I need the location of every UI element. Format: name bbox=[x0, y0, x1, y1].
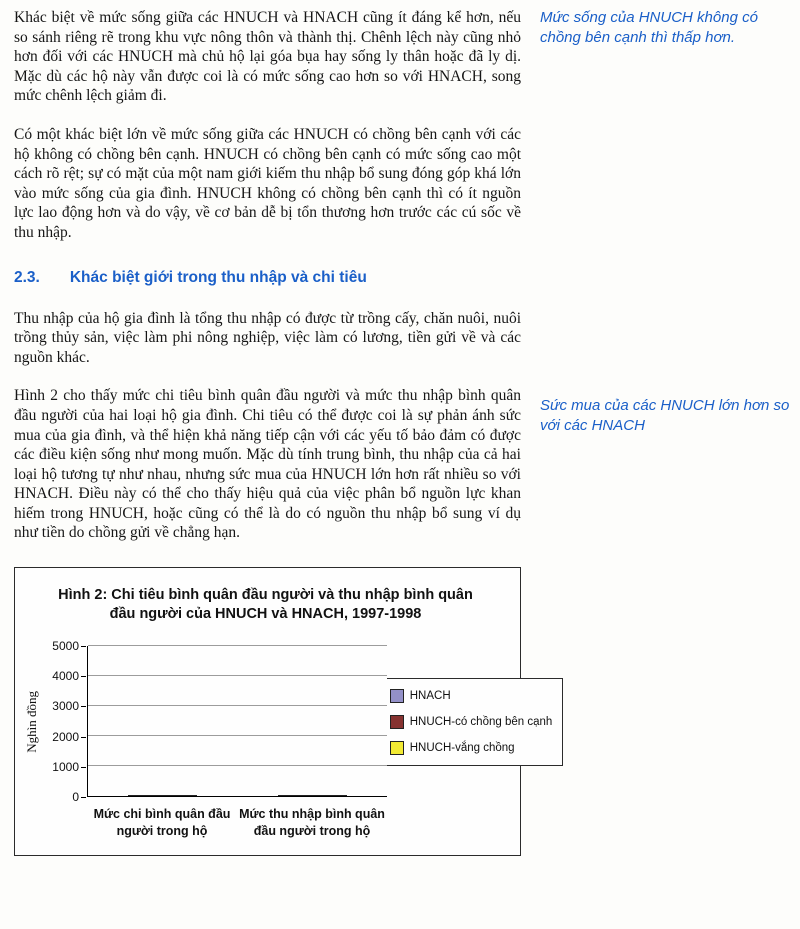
y-tick-5000: 5000 bbox=[52, 639, 79, 654]
figure-2-bar-chart bbox=[14, 567, 553, 856]
y-axis-ticks bbox=[41, 639, 87, 805]
legend-swatch bbox=[390, 741, 404, 755]
section-title: Khác biệt giới trong thu nhập và chi tiêu bbox=[69, 268, 367, 286]
y-tick-3000: 3000 bbox=[52, 699, 79, 714]
legend-item bbox=[390, 741, 553, 755]
y-tick-0: 0 bbox=[72, 790, 79, 805]
gridline-2000 bbox=[88, 735, 387, 736]
margin-note-purchasing-power: Sức mua của các HNUCH lớn hơn so với các HNACH bbox=[540, 397, 790, 434]
bar-group-2 bbox=[278, 795, 347, 796]
chart-legend bbox=[379, 678, 564, 766]
gridline-3000 bbox=[88, 705, 387, 706]
y-tick-2000: 2000 bbox=[52, 729, 79, 744]
bar-HNUCH-vắng chồng bbox=[174, 795, 197, 796]
section-heading bbox=[14, 269, 521, 287]
gridline-4000 bbox=[88, 675, 387, 676]
bar-HNUCH-vắng chồng bbox=[324, 795, 347, 796]
legend-item bbox=[390, 715, 553, 729]
paragraph-income-definition: Thu nhập của hộ gia đình là tổng thu nhập có được từ trồng cấy, chăn nuôi, nuôi trồng thủy sản, việc làm phi nông nghiệp, việc làm có lương, tiền gửi về và các nguồn khác. bbox=[14, 309, 521, 366]
x-category-label-1: Mức chi bình quân đầu người trong hộ bbox=[93, 807, 231, 838]
bar-HNUCH-có chồng bên cạnh bbox=[151, 795, 174, 796]
paragraph-husband-presence: Có một khác biệt lớn về mức sống giữa các HNUCH có chồng bên cạnh với các hộ không có chồng bên cạnh. HNUCH có chồng bên cạnh có mức sống cao một cách rõ rệt; sự có mặt của một nam giới kiếm thu nhập bổ sung đóng góp khá lớn vào mức sống của gia đình. HNUCH không có chồng bên cạnh thì có ít nguồn lực lao động hơn và do vậy, về cơ bản dễ bị tổn thương hơn trước các cú sốc về thu nhập. bbox=[14, 125, 521, 241]
x-category-label-2: Mức thu nhập bình quân đầu người trong hộ bbox=[239, 807, 385, 838]
bar-HNUCH-có chồng bên cạnh bbox=[301, 795, 324, 796]
plot-area bbox=[87, 646, 387, 797]
margin-note-living-standard: Mức sống của HNUCH không có chồng bên cạnh thì thấp hơn. bbox=[540, 9, 758, 46]
bar-HNACH bbox=[128, 795, 151, 796]
legend-swatch bbox=[390, 715, 404, 729]
legend-swatch bbox=[390, 689, 404, 703]
legend-label: HNACH bbox=[409, 689, 451, 702]
gridline-5000 bbox=[88, 645, 387, 646]
chart-title: Hình 2: Chi tiêu bình quân đầu người và thu nhập bình quân đầu người của HNUCH và HNACH, 1997-1998 bbox=[58, 587, 473, 623]
legend-label: HNUCH-có chồng bên cạnh bbox=[409, 715, 553, 728]
paragraph-living-standards-gap: Khác biệt về mức sống giữa các HNUCH và HNACH cũng ít đáng kể hơn, nếu so sánh riêng rẽ trong khu vực nông thôn và thành thị. Chênh lệch này cũng nhỏ hơn đối với các HNUCH mà chủ hộ lại góa bụa hay sống ly thân hoặc đã ly dị. Mặc dù các hộ này vẫn được coi là có mức sống cao hơn so với HNACH, song mức chênh lệch giảm đi. bbox=[14, 9, 521, 105]
bar-group-1 bbox=[128, 795, 197, 796]
bar-HNACH bbox=[278, 795, 301, 796]
paragraph-figure2-discussion: Hình 2 cho thấy mức chi tiêu bình quân đầu người và mức thu nhập bình quân đầu người của hai loại hộ gia đình. Chi tiêu có thể được coi là sự phản ánh sức mua của gia đình, và thể hiện khả năng tiếp cận với các yếu tố bảo đảm có được các điều kiện sống như mong muốn. Mặc dù tính trung bình, thu nhập của cả hai loại hộ tương tự như nhau, nhưng sức mua của HNUCH lớn hơn rất nhiều so với HNACH. Điều này có thể cho thấy hiệu quả của việc phân bổ nguồn lực khan hiếm trong HNUCH, hoặc cũng có thể là do có nguồn thu nhập bổ sung ví dụ như tiền do chồng gửi về chẳng hạn. bbox=[14, 387, 521, 542]
legend-label: HNUCH-vắng chồng bbox=[409, 741, 515, 754]
x-axis-labels bbox=[87, 806, 387, 839]
y-tick-4000: 4000 bbox=[52, 669, 79, 684]
y-tick-1000: 1000 bbox=[52, 759, 79, 774]
main-text-column bbox=[14, 8, 553, 856]
chart-area bbox=[23, 639, 553, 839]
y-axis-label: Nghìn đồng bbox=[24, 690, 39, 753]
section-number: 2.3. bbox=[14, 268, 40, 286]
legend-item bbox=[390, 689, 553, 703]
gridline-1000 bbox=[88, 765, 387, 766]
